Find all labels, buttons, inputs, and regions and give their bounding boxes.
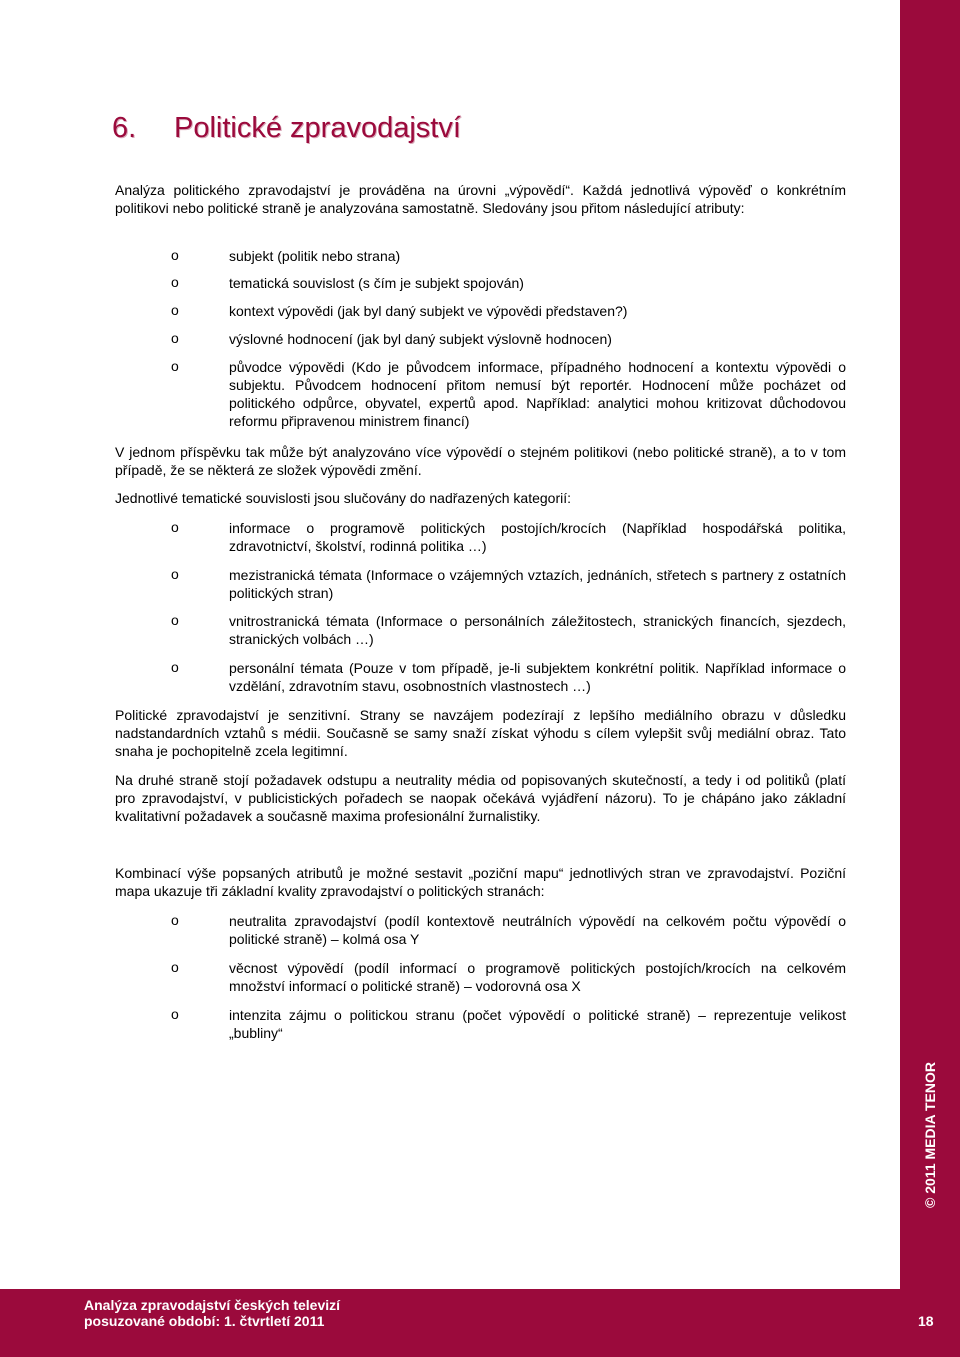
footer-period: posuzované období: 1. čtvrtletí 2011 (84, 1313, 325, 1329)
map-item: věcnost výpovědí (podíl informací o programově politických postojích/krocích na celkovém množství informací o politické straně) – vodorovná osa X (229, 960, 846, 994)
attribute-item: kontext výpovědi (jak byl daný subjekt ve výpovědi představen?) (229, 303, 628, 319)
list-bullet: o (171, 612, 179, 628)
attribute-item: původce výpovědi (Kdo je původcem informace, případného hodnocení a kontextu výpovědi o subjektu. Původcem hodnocení přitom nemusí být reportér. Hodnocení může pocházet od politického odpůrce, obyvatel, expertů apod. Například: analytici mohou kritizovat důchodovou reformu připravenou ministrem financí) (229, 359, 846, 429)
category-item: vnitrostranická témata (Informace o personálních záležitostech, stranických financích, sjezdech, stranických volbách …) (229, 613, 846, 647)
copyright-text: © 2011 MEDIA TENOR (922, 1062, 938, 1208)
footer-title: Analýza zpravodajství českých televizí (84, 1297, 341, 1313)
category-item: mezistranická témata (Informace o vzájemných vztazích, jednáních, střetech s partnery z ostatních politických stran) (229, 567, 846, 601)
list-bullet: o (171, 959, 179, 975)
list-bullet: o (171, 519, 179, 535)
list-bullet: o (171, 659, 179, 675)
category-item: informace o programově politických postojích/krocích (Například hospodářská politika, zdravotnictví, školství, rodinná politika …) (229, 520, 846, 554)
attribute-item: výslovné hodnocení (jak byl daný subjekt výslovně hodnocen) (229, 331, 612, 347)
map-item: neutralita zpravodajství (podíl kontextově neutrálních výpovědí na celkovém počtu výpovědí o politické straně) – kolmá osa Y (229, 913, 846, 947)
list-bullet: o (171, 566, 179, 582)
list-bullet: o (171, 1006, 179, 1022)
position-map-paragraph: Kombinací výše popsaných atributů je možné sestavit „poziční mapu“ jednotlivých stran ve zpravodajství. Poziční mapa ukazuje tři základní kvality zpravodajství o politických stranách: (115, 865, 846, 899)
attribute-item: tematická souvislost (s čím je subjekt spojován) (229, 275, 524, 291)
list-bullet: o (171, 274, 179, 290)
attribute-item: subjekt (politik nebo strana) (229, 248, 401, 264)
section-number: 6. (112, 112, 137, 144)
list-bullet: o (171, 912, 179, 928)
map-item: intenzita zájmu o politickou stranu (počet výpovědí o politické straně) – reprezentuje velikost „bubliny“ (229, 1007, 846, 1041)
section-heading (112, 112, 461, 145)
list-bullet: o (171, 358, 179, 374)
list-bullet: o (171, 247, 179, 263)
categories-intro: Jednotlivé tematické souvislosti jsou slučovány do nadřazených kategorií: (115, 490, 572, 506)
category-item: personální témata (Pouze v tom případě, je-li subjektem konkrétní politik. Například informace o vzdělání, zdravotním stavu, osobnostních vlastnostech …) (229, 660, 846, 694)
sensitive-paragraph: Politické zpravodajství je senzitivní. Strany se navzájem podezírají z lepšího mediálního obrazu v důsledku nadstandardních vztahů s médii. Současně se samy snaží získat výhodu s cílem vylepšit svůj mediální obraz. Tato snaha je pochopitelně zcela legitimní. (115, 707, 846, 759)
section-title: Politické zpravodajství (174, 112, 461, 144)
list-bullet: o (171, 330, 179, 346)
page-number: 18 (918, 1313, 934, 1329)
post-paragraph: V jednom příspěvku tak může být analyzováno více výpovědí o stejném politikovi (nebo politické straně), a to v tom případě, že se některá ze složek výpovědi změní. (115, 444, 846, 478)
intro-paragraph: Analýza politického zpravodajství je prováděna na úrovni „výpovědí“. Každá jednotlivá výpověď o konkrétním politikovi nebo politické straně je analyzována samostatně. Sledovány jsou přitom následující atributy: (115, 182, 846, 216)
neutrality-paragraph: Na druhé straně stojí požadavek odstupu a neutrality média od popisovaných skutečností, a tedy i od politiků (platí pro zpravodajství, v publicistických pořadech se naopak očekává vyjádření názoru). To je chápáno jako základní kvalitativní požadavek a současně maxima profesionální žurnalistiky. (115, 772, 846, 824)
list-bullet: o (171, 302, 179, 318)
